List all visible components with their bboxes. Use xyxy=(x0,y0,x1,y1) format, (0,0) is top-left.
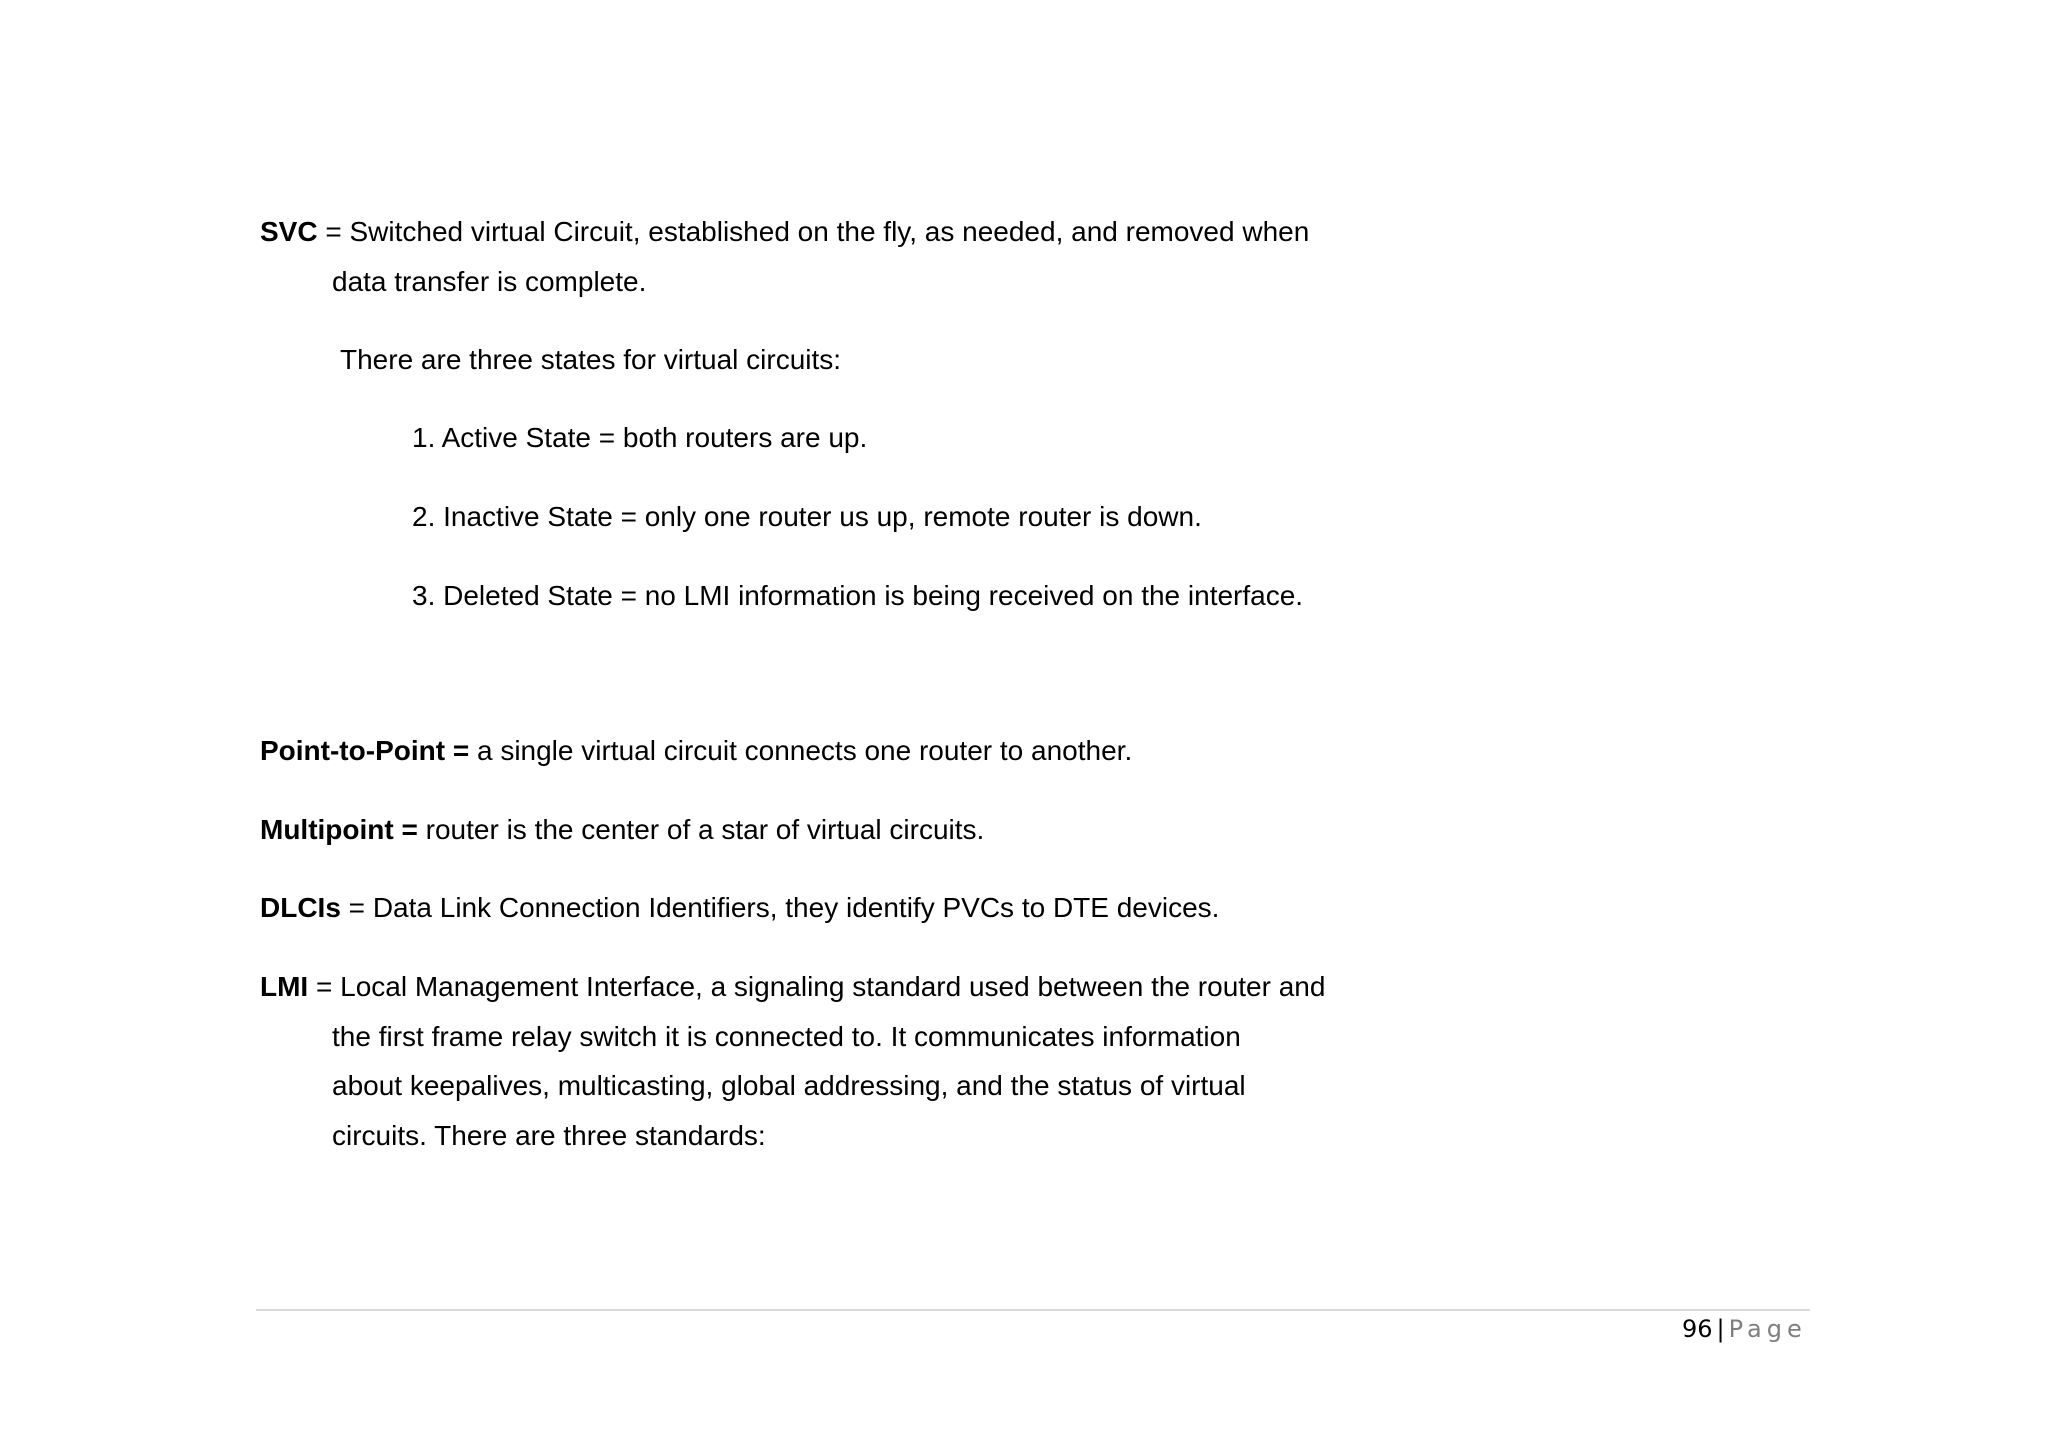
footer-divider xyxy=(256,1309,1810,1311)
state-item-inactive: 2. Inactive State = only one router us up, remote router is down. xyxy=(412,501,1202,532)
lmi-definition-line-2: the first frame relay switch it is connected to. It communicates information xyxy=(332,1021,1241,1052)
dlci-term: DLCIs xyxy=(260,892,341,923)
point-to-point-term: Point-to-Point = xyxy=(260,735,470,766)
page-label: Page xyxy=(1728,1315,1807,1343)
multipoint-definition xyxy=(260,813,984,847)
lmi-definition-line-3: about keepalives, multicasting, global addressing, and the status of virtual xyxy=(332,1070,1246,1101)
lmi-term: LMI xyxy=(260,971,309,1002)
states-intro: There are three states for virtual circuits: xyxy=(340,344,842,375)
svc-term: SVC xyxy=(260,216,318,247)
lmi-definition-text: = Local Management Interface, a signaling standard used between the router and xyxy=(308,971,1326,1002)
lmi-definition-line-4: circuits. There are three standards: xyxy=(332,1120,766,1151)
dlci-text: = Data Link Connection Identifiers, they identify PVCs to DTE devices. xyxy=(340,892,1220,923)
page-number: 96 xyxy=(1682,1315,1713,1343)
state-item-deleted: 3. Deleted State = no LMI information is being received on the interface. xyxy=(412,580,1304,611)
svc-definition-line-1 xyxy=(260,215,1309,249)
svc-definition-line-2: data transfer is complete. xyxy=(332,266,647,297)
page-separator: | xyxy=(1716,1315,1725,1343)
page-footer xyxy=(1682,1314,2048,1344)
multipoint-term: Multipoint = xyxy=(260,814,418,845)
dlci-definition xyxy=(260,891,1219,925)
multipoint-text: router is the center of a star of virtual circuits. xyxy=(417,814,985,845)
svc-definition-text: = Switched virtual Circuit, established on the fly, as needed, and removed when xyxy=(317,216,1310,247)
lmi-definition-line-1 xyxy=(260,970,1325,1004)
state-item-active: 1. Active State = both routers are up. xyxy=(412,422,868,453)
point-to-point-definition xyxy=(260,734,1132,768)
point-to-point-text: a single virtual circuit connects one router to another. xyxy=(469,735,1133,766)
